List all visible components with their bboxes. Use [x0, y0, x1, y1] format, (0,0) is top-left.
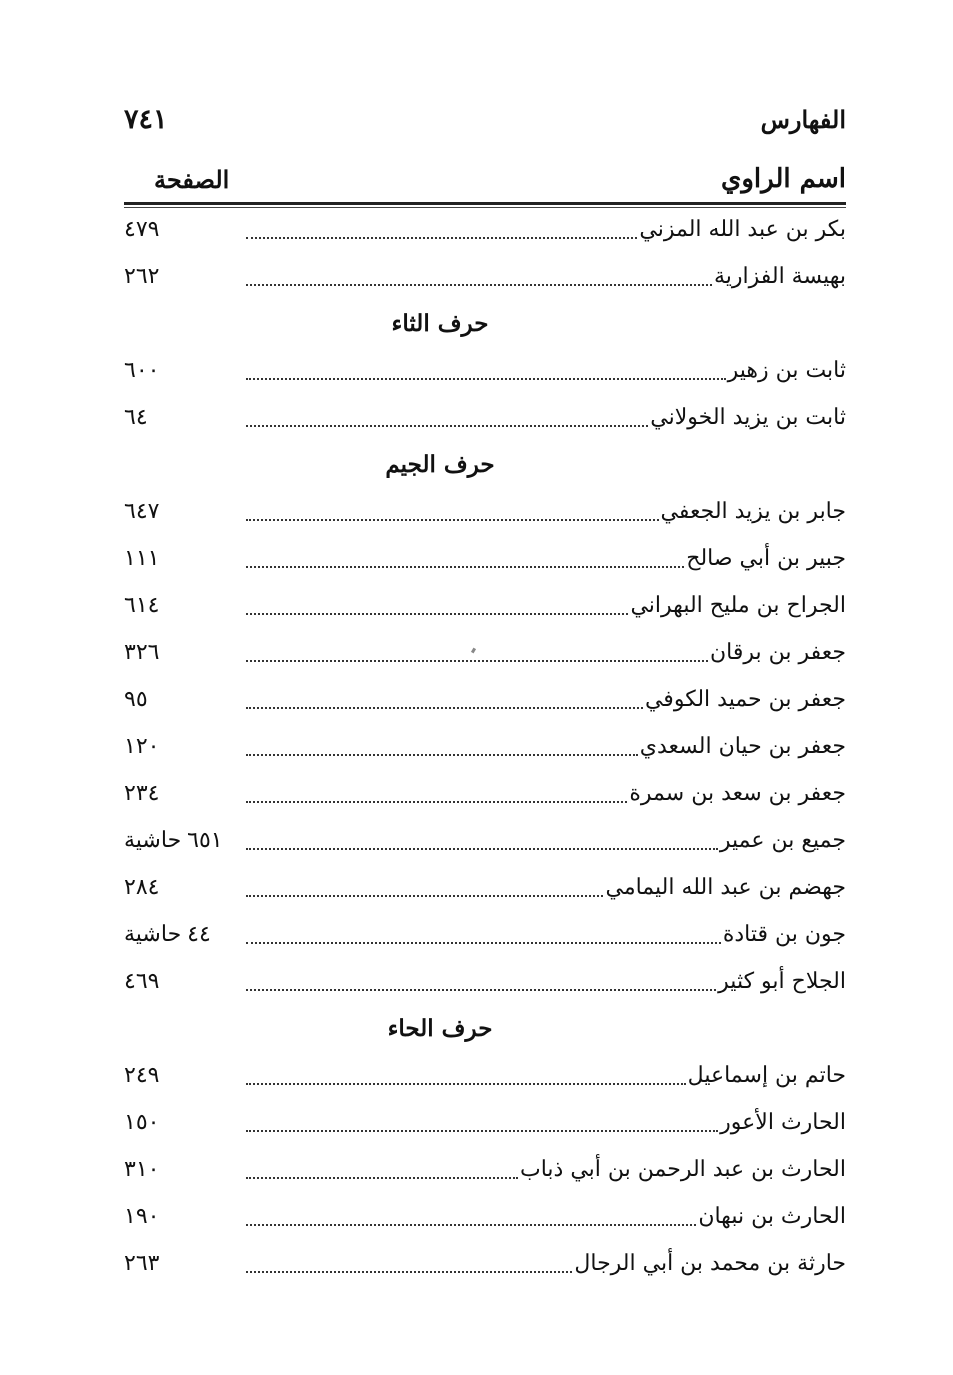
narrator-name: جبير بن أبي صالح	[686, 546, 846, 571]
dot-leader	[246, 425, 648, 427]
narrator-name: الجراح بن مليح البهراني	[630, 593, 846, 618]
page-number-ref: ١١١	[124, 546, 160, 571]
index-entry	[124, 770, 846, 817]
narrator-name: بهيسة الفزارية	[713, 264, 846, 289]
dot-leader	[246, 378, 726, 380]
page-number-ref: ٢٤٩	[124, 1063, 160, 1088]
index-entry	[124, 911, 846, 958]
page-number-ref: ٢٨٤	[124, 875, 160, 900]
page-number-ref: ٢٦٣	[124, 1251, 160, 1276]
narrator-name: الجلاح أبو كثير	[718, 969, 846, 994]
narrator-name: جعفر بن حميد الكوفي	[644, 687, 846, 712]
letter-heading: حرف الجيم	[385, 451, 495, 478]
page-number-ref: ٤٤	[187, 922, 211, 947]
index-entry	[124, 347, 846, 394]
letter-heading: حرف الثاء	[391, 310, 489, 337]
index-entry	[124, 958, 846, 1005]
narrator-name: جهضم بن عبد الله اليمامي	[605, 875, 846, 900]
dot-leader	[246, 566, 684, 568]
dot-leader	[246, 237, 637, 239]
column-headers	[124, 158, 846, 200]
narrator-column-header: اسم الراوي	[721, 164, 846, 194]
dot-leader	[246, 519, 659, 521]
footnote-marker: حاشية	[124, 922, 182, 947]
page-number-ref: ١٥٠	[124, 1110, 160, 1135]
page-number-ref: ١٢٠	[124, 734, 160, 759]
dot-leader	[246, 660, 708, 662]
dot-leader	[246, 754, 638, 756]
dot-leader	[246, 613, 628, 615]
header-divider	[124, 202, 846, 205]
page-number-ref: ٣٢٦	[124, 640, 160, 665]
narrator-name: حاتم بن إسماعيل	[687, 1063, 846, 1088]
page-number-ref: ٤٧٩	[124, 217, 160, 242]
page-number-ref: ٦٤	[124, 405, 148, 430]
index-entry	[124, 206, 846, 253]
dot-leader	[246, 801, 627, 803]
page-reference	[124, 734, 244, 759]
dot-leader	[246, 848, 718, 850]
page-reference	[124, 264, 244, 289]
narrator-name: ثابت بن زهير	[727, 358, 846, 383]
narrator-name: الحارث الأعور	[720, 1110, 846, 1135]
page-number-ref: ٣١٠	[124, 1157, 160, 1182]
narrator-name: جابر بن يزيد الجعفي	[660, 499, 846, 524]
index-entry	[124, 864, 846, 911]
running-head	[124, 95, 846, 143]
page-number-ref: ٢٣٤	[124, 781, 160, 806]
index-entry	[124, 723, 846, 770]
page-reference	[124, 781, 244, 806]
page-reference	[124, 1063, 244, 1088]
index-entry	[124, 394, 846, 441]
page-reference	[124, 687, 244, 712]
page-reference	[124, 828, 244, 853]
page-number-ref: ٦٤٧	[124, 499, 160, 524]
page-reference	[124, 1110, 244, 1135]
narrator-name: جعفر بن برقان	[710, 640, 846, 665]
dot-leader	[246, 942, 721, 944]
narrator-name: حارثة بن محمد بن أبي الرجال	[574, 1251, 846, 1276]
dot-leader	[246, 1083, 686, 1085]
page-number-ref: ١٩٠	[124, 1204, 160, 1229]
dot-leader	[246, 1130, 718, 1132]
dot-leader	[246, 707, 643, 709]
narrator-name: جعفر بن سعد بن سمرة	[629, 781, 846, 806]
page-reference	[124, 1157, 244, 1182]
page-reference	[124, 405, 244, 430]
page-reference	[124, 969, 244, 994]
page-number-ref: ٦١٤	[124, 593, 160, 618]
index-entry	[124, 1193, 846, 1240]
index-entry	[124, 488, 846, 535]
index-entry	[124, 1240, 846, 1287]
page-reference	[124, 640, 244, 665]
narrator-name: ثابت بن يزيد الخولاني	[650, 405, 846, 430]
index-entry	[124, 817, 846, 864]
index-entry	[124, 676, 846, 723]
index-entry	[124, 582, 846, 629]
page-reference	[124, 358, 244, 383]
page-reference	[124, 593, 244, 618]
page-reference	[124, 546, 244, 571]
narrator-name: الحارث بن نبهان	[698, 1204, 846, 1229]
narrator-name: جون بن قتادة	[722, 922, 846, 947]
page-number-ref: ٤٦٩	[124, 969, 160, 994]
page-reference	[124, 499, 244, 524]
index-entry	[124, 253, 846, 300]
narrator-name: الحارث بن عبد الرحمن بن أبي ذباب	[520, 1157, 846, 1182]
letter-heading: حرف الحاء	[387, 1015, 493, 1042]
page-number-ref: ٦٥١	[187, 828, 223, 853]
footnote-marker: حاشية	[124, 828, 182, 853]
narrator-name: جعفر بن حيان السعدي	[639, 734, 846, 759]
dot-leader	[246, 1177, 518, 1179]
page-number-ref: ٦٠٠	[124, 358, 160, 383]
index-entry	[124, 1146, 846, 1193]
section-title: الفهارس	[760, 104, 846, 134]
page-number: ٧٤١	[124, 103, 168, 135]
index-entry	[124, 1052, 846, 1099]
page-reference	[124, 1204, 244, 1229]
page-number-ref: ٢٦٢	[124, 264, 160, 289]
index-entry	[124, 535, 846, 582]
page-column-header: الصفحة	[154, 164, 230, 194]
dot-leader	[246, 895, 603, 897]
dot-leader	[246, 284, 712, 286]
dot-leader	[246, 1224, 696, 1226]
page-reference	[124, 922, 244, 947]
narrator-index-list	[124, 206, 846, 1287]
page-reference	[124, 1251, 244, 1276]
narrator-name: بكر بن عبد الله المزني	[639, 217, 846, 242]
page-number-ref: ٩٥	[124, 687, 148, 712]
dot-leader	[246, 1271, 572, 1273]
narrator-name: جميع بن عمير	[719, 828, 846, 853]
index-entry	[124, 1099, 846, 1146]
page-reference	[124, 875, 244, 900]
page-reference	[124, 217, 244, 242]
index-entry	[124, 629, 846, 676]
dot-leader	[246, 989, 716, 991]
